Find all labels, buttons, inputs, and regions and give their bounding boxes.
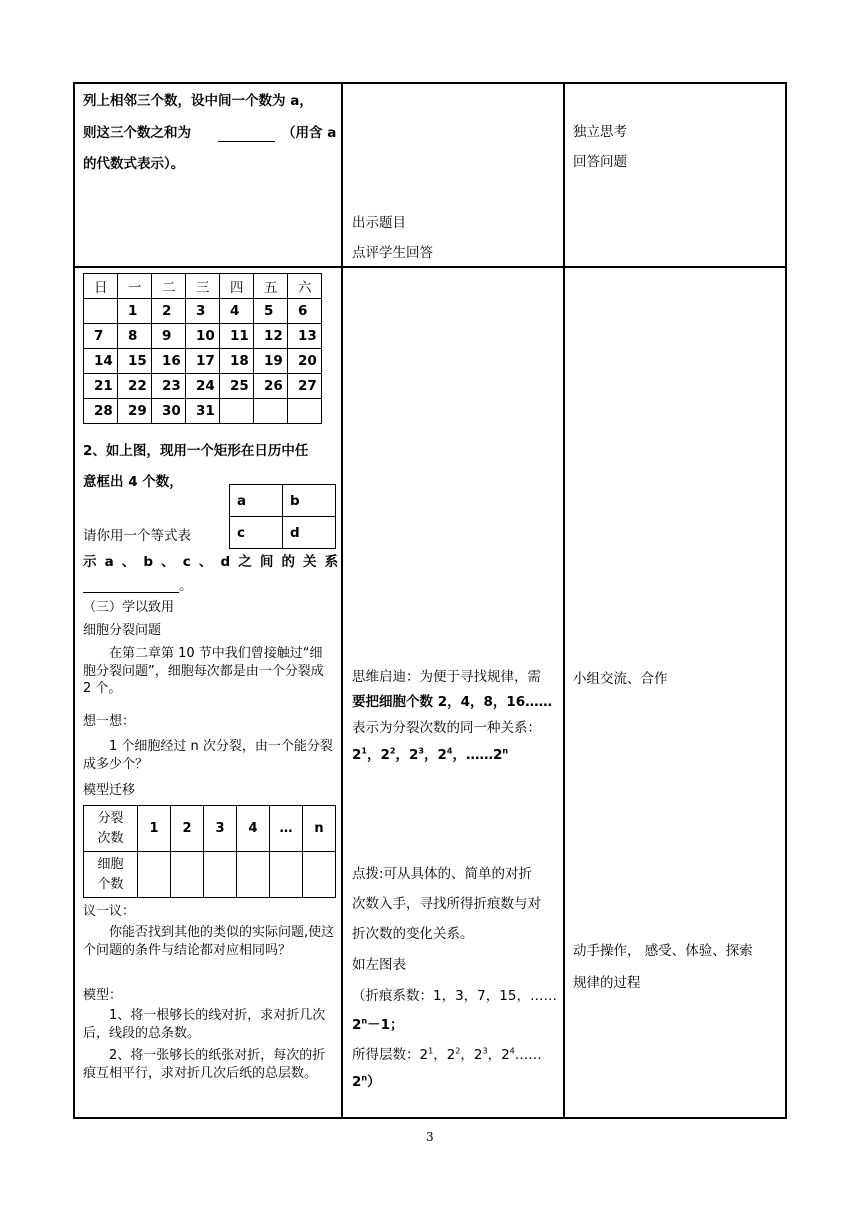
table-cell-empty [204, 852, 237, 898]
calendar-cell: 7 [84, 324, 118, 349]
calendar-row [84, 324, 322, 349]
table-border-row-divider [73, 266, 787, 268]
section3-heading: （三）学以致用 [83, 600, 175, 615]
col3-item2-line1: 动手操作， 感受、体验、探索 [573, 943, 753, 959]
table-cell-empty [270, 852, 303, 898]
row1-teacher-line1: 出示题目 [352, 215, 406, 231]
calendar-cell: 20 [288, 349, 322, 374]
calendar-header-cell: 一 [118, 274, 152, 299]
section3-intro: 在第二章第 10 节中我们曾接触过“细胞分裂问题”，细胞每次都是由一个分裂成 2 个。 [83, 646, 324, 696]
calendar-cell: 3 [186, 299, 220, 324]
calendar-cell [288, 399, 322, 424]
calendar-cell: 15 [118, 349, 152, 374]
hint1-line2: 要把细胞个数 2，4，8，16…… [352, 694, 553, 710]
layers-formula: 2$^n$） [352, 1073, 381, 1090]
abcd-cell: a [230, 485, 283, 517]
hint2-line1: 点拨:可从具体的、简单的对折 [352, 866, 533, 882]
table-header-division-count: 分裂次数 [84, 806, 138, 852]
q2-line3: 请你用一个等式表 [83, 528, 191, 544]
table-cell: 1 [138, 806, 171, 852]
q2-line1: 2、如上图，现用一个矩形在日历中任 [83, 443, 309, 459]
calendar-cell: 22 [118, 374, 152, 399]
calendar-header-cell: 二 [152, 274, 186, 299]
calendar-cell [220, 399, 254, 424]
calendar-cell: 9 [152, 324, 186, 349]
calendar-cell: 14 [84, 349, 118, 374]
calendar-cell: 21 [84, 374, 118, 399]
think-label: 想一想： [83, 714, 136, 729]
calendar-cell: 2 [152, 299, 186, 324]
hint2-line3: 折次数的变化关系。 [352, 926, 474, 942]
calendar-cell: 30 [152, 399, 186, 424]
calendar-row [84, 349, 322, 374]
calendar-cell: 18 [220, 349, 254, 374]
discuss-question: 你能否找到其他的类似的实际问题,使这个问题的条件与结论都对应相同吗？ [83, 925, 335, 958]
table-cell: 4 [237, 806, 270, 852]
q2-line2: 意框出 4 个数， [83, 474, 183, 490]
calendar-cell: 6 [288, 299, 322, 324]
hint2-line4: 如左图表 [352, 957, 406, 973]
table-cell-empty [237, 852, 270, 898]
calendar-cell: 13 [288, 324, 322, 349]
calendar-header-cell: 六 [288, 274, 322, 299]
calendar-cell: 12 [254, 324, 288, 349]
calendar-cell: 5 [254, 299, 288, 324]
section3-topic: 细胞分裂问题 [83, 623, 162, 638]
calendar-cell: 8 [118, 324, 152, 349]
table-border-col-divider-2 [563, 82, 565, 1119]
calendar-cell [84, 299, 118, 324]
calendar-cell: 25 [220, 374, 254, 399]
table-cell: 2 [171, 806, 204, 852]
discuss-label: 议一议： [83, 904, 136, 919]
calendar-table [83, 273, 322, 424]
calendar-header-cell: 日 [84, 274, 118, 299]
table-border-bottom [73, 1117, 787, 1119]
calendar-row [84, 299, 322, 324]
abcd-grid [229, 484, 336, 549]
calendar-row [84, 399, 322, 424]
calendar-cell: 31 [186, 399, 220, 424]
model2-item2: 2、将一张够长的纸张对折，每次的折痕互相平行，求对折几次后纸的总层数。 [83, 1048, 326, 1081]
calendar-header-cell: 四 [220, 274, 254, 299]
layers-line: 所得层数：$2^1$，$2^2$，$2^3$，$2^4\dots\dots$ [352, 1046, 542, 1063]
row1-teacher-line2: 点评学生回答 [352, 245, 433, 261]
calendar-cell: 11 [220, 324, 254, 349]
row1-student-line1: 独立思考 [573, 124, 627, 140]
page-number: 3 [426, 1130, 434, 1144]
q2-line5: 。 [179, 578, 193, 594]
calendar-row [84, 374, 322, 399]
table-cell-empty [171, 852, 204, 898]
calendar-cell: 28 [84, 399, 118, 424]
calendar-header-cell: 五 [254, 274, 288, 299]
table-border-left [73, 82, 75, 1119]
calendar-cell: 27 [288, 374, 322, 399]
hint1-line3: 表示为分裂次数的同一种关系： [352, 720, 541, 736]
abcd-cell: b [283, 485, 336, 517]
table-cell: … [270, 806, 303, 852]
calendar-cell: 23 [152, 374, 186, 399]
table-cell: n [303, 806, 336, 852]
model-transfer-label: 模型迁移 [83, 783, 136, 798]
calendar-cell [254, 399, 288, 424]
table-row [84, 806, 336, 852]
table-border-top [73, 82, 787, 84]
abcd-cell: c [230, 517, 283, 549]
calendar-cell: 16 [152, 349, 186, 374]
table-cell: 3 [204, 806, 237, 852]
answer-blank-sum [218, 141, 275, 142]
q2-line4: 示 a 、 b 、 c 、 d 之 间 的 关 系 [83, 554, 340, 570]
table-cell-empty [138, 852, 171, 898]
row1-text-line2b: （用含 a [282, 125, 337, 141]
calendar-cell: 24 [186, 374, 220, 399]
hint2-line2: 次数入手，寻找所得折痕数与对 [352, 896, 541, 912]
abcd-cell: d [283, 517, 336, 549]
model2-item1: 1、将一根够长的线对折，求对折几次后，线段的总条数。 [83, 1008, 326, 1041]
hint1-line1: 思维启迪：为便于寻找规律，需 [352, 669, 541, 685]
table-header-cell-count: 细胞个数 [84, 852, 138, 898]
crease-formula: $2^n-1$； [352, 1016, 404, 1033]
calendar-cell: 1 [118, 299, 152, 324]
calendar-cell: 29 [118, 399, 152, 424]
calendar-header-cell: 三 [186, 274, 220, 299]
powers-line: $2^1$，$2^2$，$2^3$，$2^4$，……2$^n$ [352, 746, 509, 763]
answer-blank-relation [83, 592, 179, 593]
calendar-header-row [84, 274, 322, 299]
table-border-right [785, 82, 787, 1119]
table-border-col-divider-1 [341, 82, 343, 1119]
col3-item1: 小组交流、合作 [573, 671, 668, 687]
table-cell-empty [303, 852, 336, 898]
cell-division-table [83, 805, 336, 898]
table-row [84, 852, 336, 898]
row1-student-line2: 回答问题 [573, 154, 627, 170]
col3-item2-line2: 规律的过程 [573, 975, 641, 991]
calendar-cell: 10 [186, 324, 220, 349]
calendar-cell: 19 [254, 349, 288, 374]
calendar-cell: 17 [186, 349, 220, 374]
row1-text-line1: 列上相邻三个数，设中间一个数为 a， [83, 93, 313, 109]
row1-text-line3: 的代数式表示）。 [83, 156, 185, 172]
think-question: 1 个细胞经过 n 次分裂，由一个能分裂成多少个？ [83, 739, 333, 772]
model2-label: 模型： [83, 988, 123, 1003]
calendar-cell: 26 [254, 374, 288, 399]
calendar-cell: 4 [220, 299, 254, 324]
row1-text-line2: 则这三个数之和为 [83, 125, 191, 141]
crease-label: （折痕系数：1，3，7，15，…… [352, 988, 557, 1004]
